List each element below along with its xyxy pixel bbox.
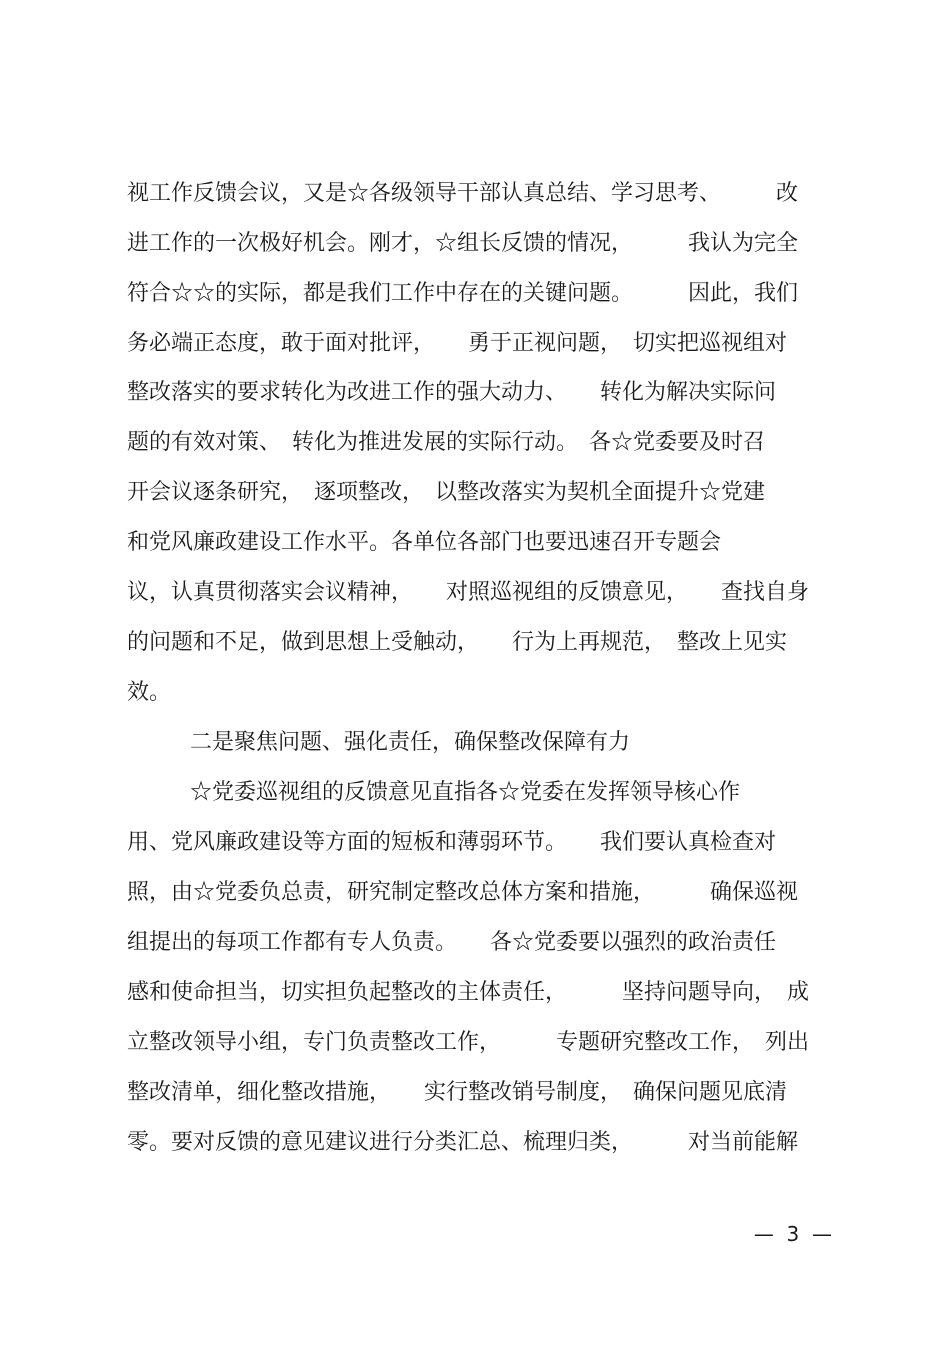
body-text-line: 效。 — [127, 680, 172, 705]
body-text-line: 和党风廉政建设工作水平。各单位各部门也要迅速召开专题会 — [127, 530, 722, 555]
page-number: — 3 — — [753, 1222, 832, 1246]
body-text-line: 用、党风廉政建设等方面的短板和薄弱环节。 我们要认真检查对 — [127, 830, 777, 855]
body-text-line: 务必端正态度，敢于面对批评， 勇于正视问题， 切实把巡视组对 — [127, 331, 788, 356]
body-text-line: 立整改领导小组，专门负责整改工作， 专题研究整改工作， 列出 — [127, 1030, 810, 1055]
body-text-line: 零。要对反馈的意见建议进行分类汇总、梳理归类， 对当前能解 — [127, 1130, 799, 1155]
body-text-line: 进工作的一次极好机会。刚才，☆组长反馈的情况， 我认为完全 — [127, 231, 799, 256]
body-text-line: 议，认真贯彻落实会议精神， 对照巡视组的反馈意见， 查找自身 — [127, 580, 810, 605]
body-text-line: 整改清单，细化整改措施， 实行整改销号制度， 确保问题见底清 — [127, 1080, 788, 1105]
body-text-line: 开会议逐条研究， 逐项整改， 以整改落实为契机全面提升☆党建 — [127, 480, 766, 505]
body-text-line: ☆党委巡视组的反馈意见直指各☆党委在发挥领导核心作 — [190, 780, 741, 805]
body-text-line: 题的有效对策、 转化为推进发展的实际行动。 各☆党委要及时召 — [127, 430, 766, 455]
body-text-line: 整改落实的要求转化为改进工作的强大动力、 转化为解决实际问 — [127, 380, 777, 405]
body-text-line: 照，由☆党委负总责，研究制定整改总体方案和措施， 确保巡视 — [127, 880, 799, 905]
body-text-line: 组提出的每项工作都有专人负责。 各☆党委要以强烈的政治责任 — [127, 930, 777, 955]
body-text-line: 感和使命担当，切实担负起整改的主体责任， 坚持问题导向， 成 — [127, 980, 810, 1005]
body-text-line: 视工作反馈会议，又是☆各级领导干部认真总结、学习思考、 改 — [127, 181, 799, 206]
body-text-line: 符合☆☆的实际，都是我们工作中存在的关键问题。 因此，我们 — [127, 281, 799, 306]
section-heading: 二是聚焦问题、强化责任，确保整改保障有力 — [190, 730, 631, 755]
body-text-line: 的问题和不足，做到思想上受触动， 行为上再规范， 整改上见实 — [127, 630, 788, 655]
